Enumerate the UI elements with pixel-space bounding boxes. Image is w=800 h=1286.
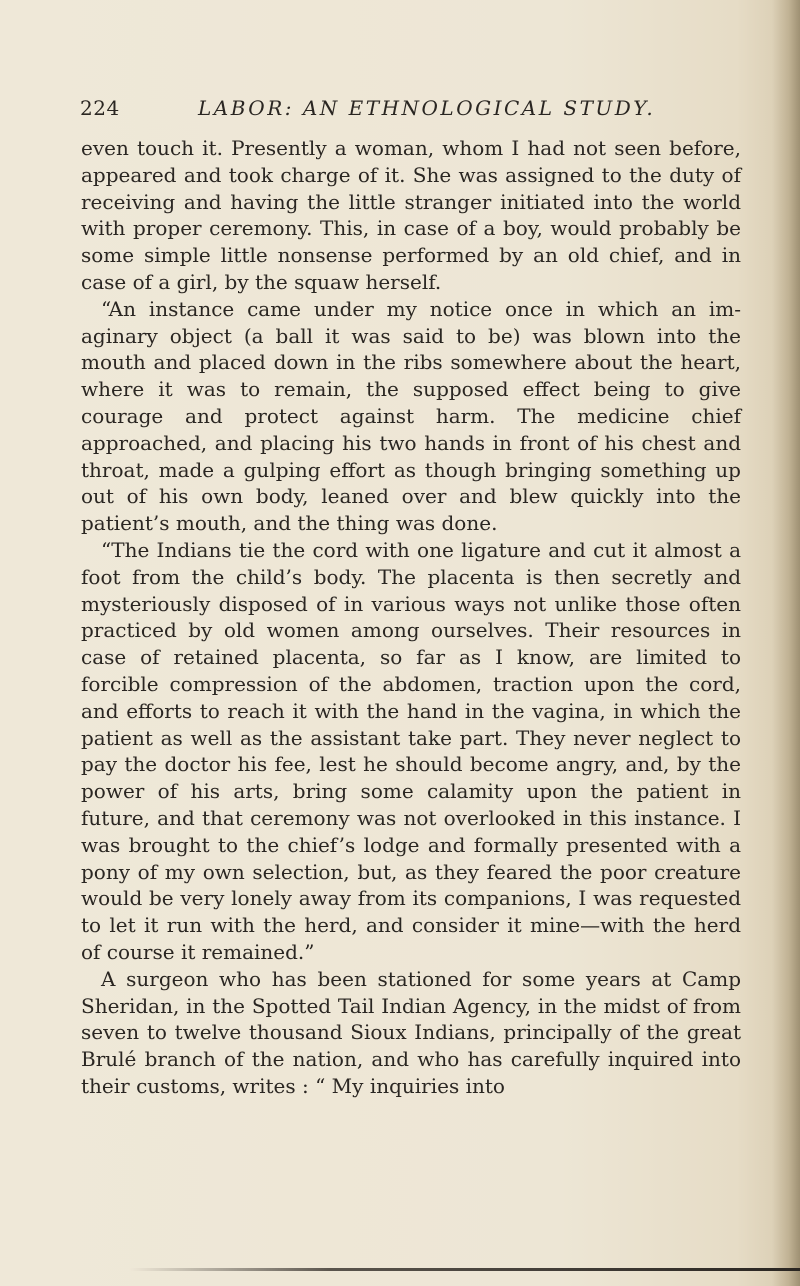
page-number: 224 — [80, 96, 120, 120]
running-head: LABOR: AN ETHNOLOGICAL STUDY. — [198, 96, 656, 120]
page-header — [80, 96, 740, 122]
page-bottom-edge — [130, 1268, 800, 1271]
paragraph-4: A surgeon who has been stationed for some years at Camp Sheridan, in the Spotted Tail Indian Agency, in the midst of from seven to twelve thousand Sioux Indians, principally of the great Brulé branch of the nation, and who has carefully inquired into their customs, writes : “ My inquiries into — [81, 966, 741, 1098]
body-text — [81, 135, 741, 1100]
paragraph-3: “The Indians tie the cord with one ligature and cut it almost a foot from the child’s body. The placenta is then secretly and mysteriously disposed of in various ways not unlike those often practiced by old women among ourselves. Their resources in case of retained placenta, so far as I know, are limited to forcible compression of the abdomen, traction upon the cord, and efforts to reach it with the hand in the vagina, in which the patient as well as the assistant take part. They never neglect to pay the doctor his fee, lest he should become angry, and, by the power of his arts, bring some calamity upon the patient in future, and that ceremony was not overlooked in this instance. I was brought to the chief’s lodge and formally presented with a pony of my own selection, but, as they feared the poor creature would be very lonely away from its companions, I was requested to let it run with the herd, and consider it mine—with the herd of course it remained.” — [81, 537, 741, 964]
paragraph-2: “An instance came under my notice once in which an imaginary object (a ball it was said to be) was blown into the mouth and placed down in the ribs somewhere about the heart, where it was to remain, the supposed effect being to give courage and protect against harm. The medicine chief approached, and placing his two hands in front of his chest and throat, made a gulping effort as though bringing something up out of his own body, leaned over and blew quickly into the patient’s mouth, and the thing was done. — [81, 296, 741, 536]
paragraph-1: even touch it. Presently a woman, whom I had not seen before, appeared and took charge of it. She was assigned to the duty of receiving and having the little stranger initiated into the world with proper ceremony. This, in case of a boy, would probably be some simple little nonsense performed by an old chief, and in case of a girl, by the squaw herself. — [81, 136, 741, 294]
page-edge-shadow — [772, 0, 800, 1286]
